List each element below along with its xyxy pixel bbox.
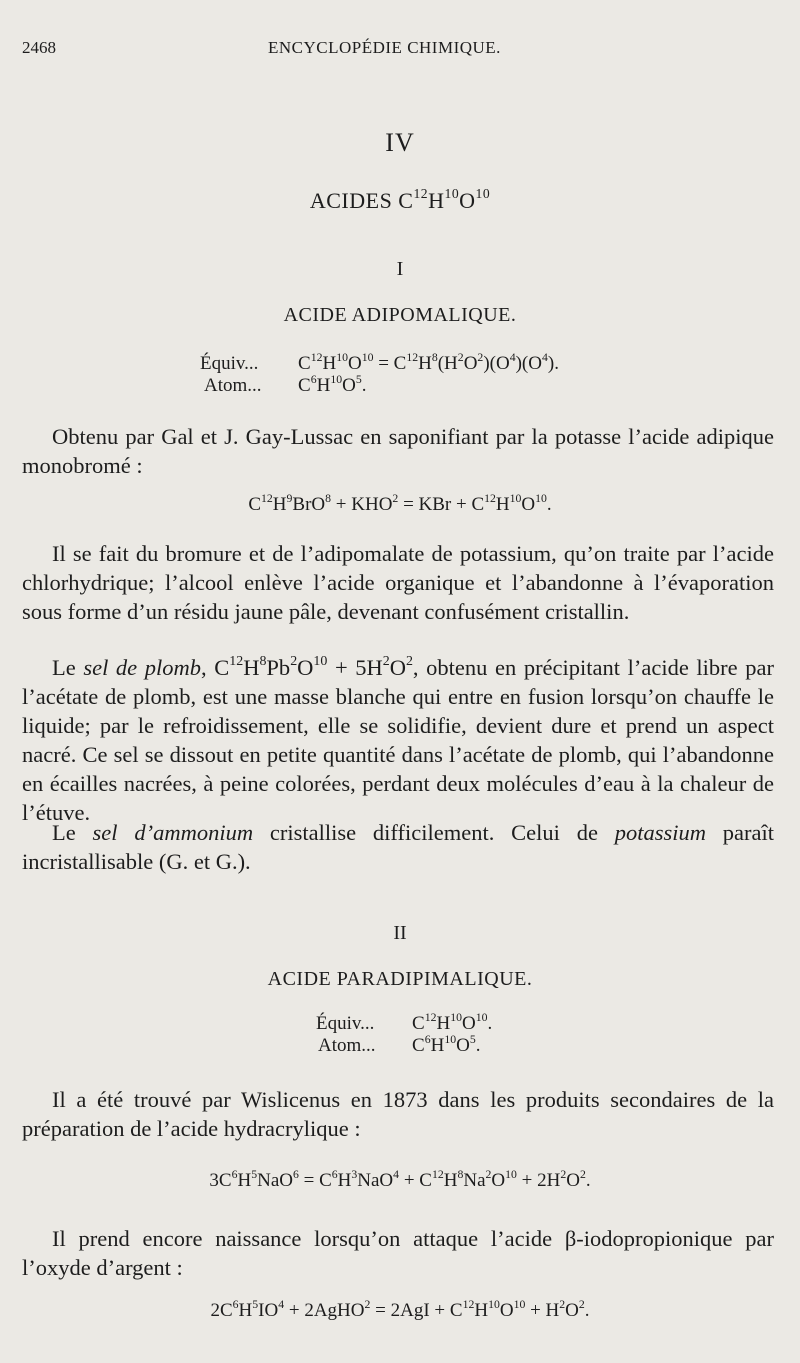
chapter-title: ACIDES $C^{12}H^{10}O^{10}$ [309, 186, 491, 213]
section-2-numeral: II [393, 922, 407, 944]
section-2-equation-2: $2C^6H^5IO^4$ + 2AgHO$^2$ = $2AgI + C^{12}H^{10}O^{10} + H^2O^2$. [210, 1297, 590, 1321]
page-number: 2468 [22, 38, 56, 57]
chapter-numeral: IV [385, 128, 415, 157]
section-1-equation-1: $C^{12}H^9BrO^8 + KHO^2$ = KBr + $C^{12}H^{10}O^{10}$. [248, 491, 552, 515]
section-1-numeral: I [396, 258, 404, 280]
section-2-paragraph-1: Il a été trouvé par Wislicenus en 1873 dans les produits secondaires de la préparation de l’acide hydracrylique : [22, 1087, 774, 1141]
section-1-paragraph-2: Il se fait du bromure et de l’adipomalate de potassium, qu’on traite par l’acide chlorhydrique; l’alcool enlève l’acide organique et l’abandonne à l’évaporation sous forme d’un résidu jaune pâle, devenant confusément cristallin. [22, 541, 774, 624]
section-1-atom-formula: $C^6H^{10}O^5$. [298, 372, 367, 396]
section-2-atom-formula: $C^6H^{10}O^5$. [412, 1032, 481, 1056]
section-2-equiv-label: Équiv... [316, 1013, 375, 1034]
running-title: ENCYCLOPÉDIE CHIMIQUE. [268, 38, 501, 57]
section-2-equation-1: $3C^6H^5NaO^6 = C^6H^3NaO^4 + C^{12}H^8Na^2O^{10} + 2H^2O^2$. [209, 1167, 591, 1191]
section-2-equiv-formula: $C^{12}H^{10}O^{10}$. [412, 1010, 493, 1034]
section-1-equiv-formula: $C^{12}H^{10}O^{10} = C^{12}H^8(H^2O^2)(O^4)(O^4)$. [298, 350, 559, 374]
section-1-paragraph-3: Le sel de plomb, $C^{12}H^8Pb^2O^{10} + 5H^2O^2$, obtenu en précipitant l’acide libre par l’acétate de plomb, est une masse blanche qui entre en fusion lorsqu’on chauffe le liquide; par le refroidissement, elle se solidifie, devient dure et prend un aspect nacré. Ce sel se dissout en petite quantité dans l’acétate de plomb, qui l’abandonne en écailles nacrées, à peine colorées, perdant deux molécules d’eau à la chaleur de l’étuve. [22, 654, 774, 825]
section-1-paragraph-1: Obtenu par Gal et J. Gay-Lussac en saponifiant par la potasse l’acide adipique monobromé : [22, 424, 774, 478]
section-1-paragraph-4: Le sel d’ammonium cristallise difficilement. Celui de potassium paraît incristallisable (G. et G.). [22, 820, 775, 874]
section-2-atom-label: Atom... [318, 1035, 376, 1056]
section-2-paragraph-2: Il prend encore naissance lorsqu’on attaque l’acide β-iodopropionique par l’oxyde d’argent : [22, 1226, 774, 1280]
section-1-title: ACIDE ADIPOMALIQUE. [283, 304, 517, 326]
section-1-equiv-label: Équiv... [200, 353, 259, 374]
section-1-atom-label: Atom... [204, 375, 262, 396]
section-2-title: ACIDE PARADIPIMALIQUE. [267, 968, 533, 990]
